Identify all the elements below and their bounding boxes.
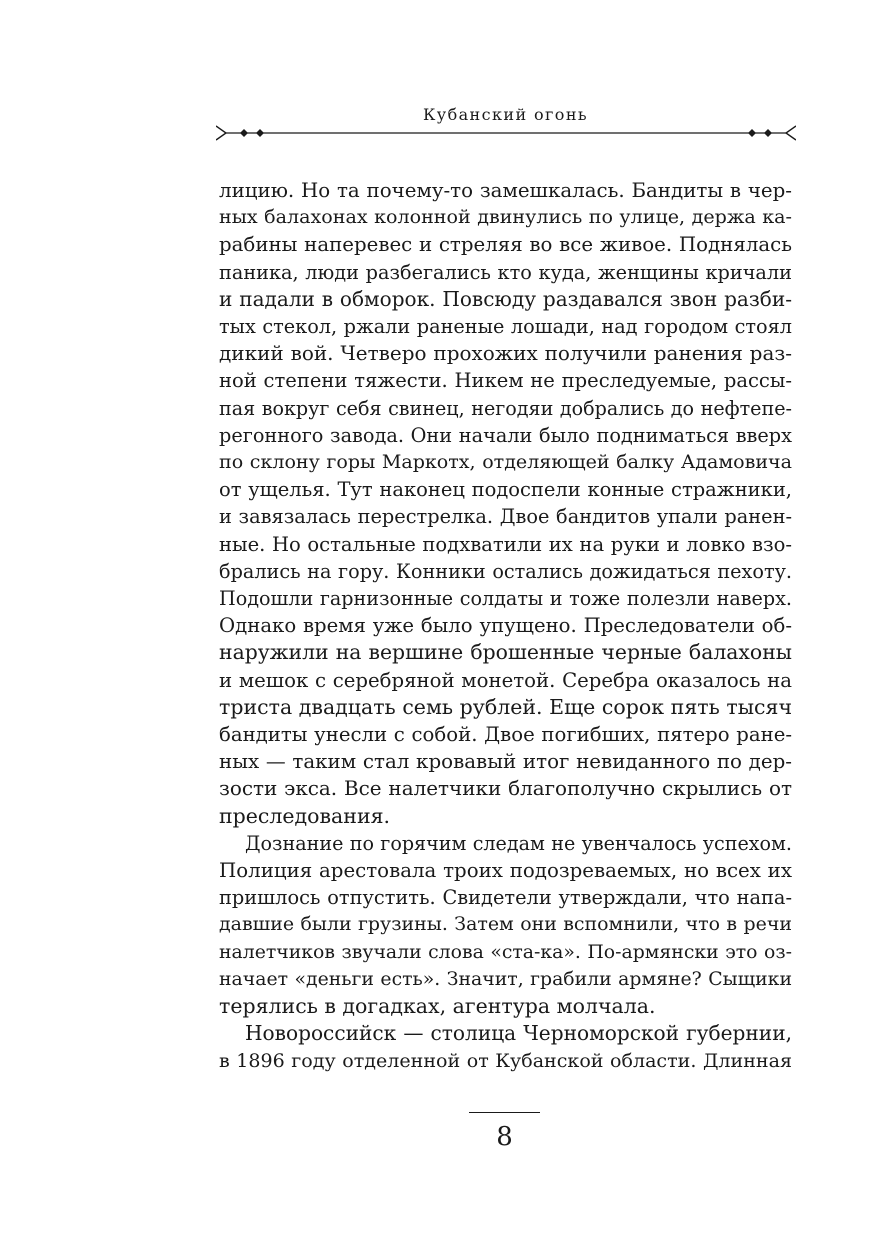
text-line: пришлось отпустить. Свидетели утверждали, что напа-: [219, 886, 792, 910]
text-line: дикий вой. Четверо прохожих получили ранения раз-: [219, 341, 792, 366]
paragraph: [219, 830, 792, 1020]
text-line: и завязалась перестрелка. Двое бандитов упали ранен-: [219, 505, 792, 529]
text-line: Дознание по горячим следам не увенчалось успехом.: [245, 831, 792, 855]
text-line: зости экса. Все налетчики благополучно скрылись от: [219, 777, 792, 801]
text-line: преследования.: [219, 803, 391, 828]
page-number-rule: [469, 1112, 540, 1113]
text-line: ных — таким стал кровавый итог невиданного по дер-: [219, 750, 792, 774]
text-line: Однако время уже было упущено. Преследователи об-: [219, 614, 792, 638]
text-line: Новороссийск — столица Черноморской губернии,: [245, 1021, 792, 1046]
text-line: паника, люди разбегались кто куда, женщины кричали: [219, 260, 792, 284]
text-line: налетчиков звучали слова «ста-ка». По-армянски это оз-: [219, 941, 792, 963]
body-text: [219, 177, 792, 1075]
text-line: рабины наперевес и стреляя во все живое. Поднялась: [219, 233, 792, 257]
text-line: брались на гору. Конники остались дожидаться пехоту.: [219, 559, 792, 583]
text-line: ной степени тяжести. Никем не преследуемые, рассы-: [219, 369, 792, 393]
text-line: ные. Но остальные подхватили их на руки и ловко взо-: [219, 532, 792, 556]
text-line: и падали в обморок. Повсюду раздавался звон разби-: [219, 286, 792, 311]
text-line: терялись в догадках, агентура молчала.: [219, 994, 656, 1019]
text-line: начает «деньги есть». Значит, грабили армяне? Сыщики: [219, 968, 792, 990]
text-line: наружили на вершине брошенные черные балахоны: [219, 640, 792, 665]
text-line: и мешок с серебряной монетой. Серебра оказалось на: [219, 668, 792, 692]
running-header-title: Кубанский огонь: [422, 105, 589, 124]
paragraph: [219, 1020, 792, 1074]
text-line: тых стекол, ржали раненые лошади, над городом стоял: [219, 315, 792, 339]
text-line: от ущелья. Тут наконец подоспели конные стражники,: [219, 478, 792, 502]
text-line: ных балахонах колонной двинулись по улице, держа ка-: [219, 206, 792, 229]
paragraph: [219, 177, 792, 830]
header-ornament-rule: [216, 123, 796, 143]
text-line: Полиция арестовала троих подозреваемых, но всех их: [219, 859, 792, 883]
page-number: 8: [496, 1122, 513, 1152]
text-line: лицию. Но та почему-то замешкалась. Бандиты в чер-: [219, 179, 792, 202]
text-line: триста двадцать семь рублей. Еще сорок пять тысяч: [219, 694, 792, 719]
text-line: в 1896 году отделенной от Кубанской области. Длинная: [219, 1049, 792, 1072]
text-line: по склону горы Маркотх, отделяющей балку Адамовича: [219, 451, 792, 474]
text-line: Подошли гарнизонные солдаты и тоже полезли наверх.: [219, 587, 792, 611]
text-line: регонного завода. Они начали было подниматься вверх: [219, 423, 792, 447]
text-line: бандиты унесли с собой. Двое погибших, пятеро ране-: [219, 723, 792, 747]
text-line: давшие были грузины. Затем они вспомнили, что в речи: [219, 913, 792, 936]
text-line: пая вокруг себя свинец, негодяи добрались до нефтепе-: [219, 396, 792, 420]
